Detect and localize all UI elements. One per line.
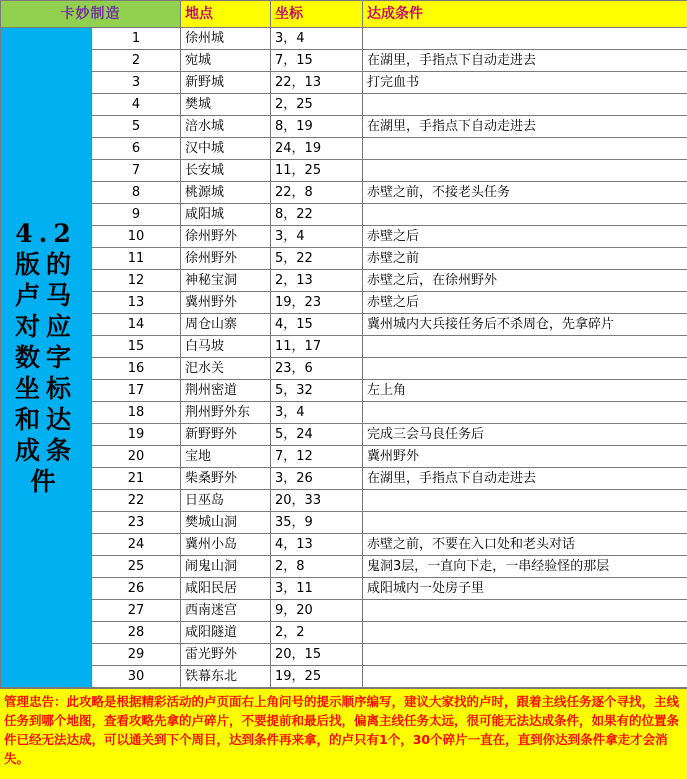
location-cell: 冀州小岛 (181, 534, 271, 556)
row-number: 18 (92, 402, 181, 424)
coords-cell: 7，15 (271, 50, 363, 72)
table-row (1, 160, 687, 182)
condition-cell: 在湖里，手指点下自动走进去 (363, 50, 687, 72)
location-cell: 雷光野外 (181, 644, 271, 666)
row-number: 29 (92, 644, 181, 666)
condition-cell (363, 94, 687, 116)
row-number: 8 (92, 182, 181, 204)
condition-cell (363, 512, 687, 534)
location-cell: 徐州城 (181, 28, 271, 50)
location-cell: 宛城 (181, 50, 271, 72)
coords-cell: 5，22 (271, 248, 363, 270)
condition-cell (363, 204, 687, 226)
row-number: 9 (92, 204, 181, 226)
condition-cell: 打完血书 (363, 72, 687, 94)
table-row (1, 182, 687, 204)
condition-cell (363, 336, 687, 358)
location-cell: 闹鬼山洞 (181, 556, 271, 578)
coords-cell: 2，8 (271, 556, 363, 578)
location-cell: 铁幕东北 (181, 666, 271, 688)
location-cell: 白马坡 (181, 336, 271, 358)
row-number: 2 (92, 50, 181, 72)
condition-cell: 赤壁之前，不要在入口处和老头对话 (363, 534, 687, 556)
table-row (1, 490, 687, 512)
condition-cell: 鬼洞3层，一直向下走，一串经验怪的那层 (363, 556, 687, 578)
row-number: 26 (92, 578, 181, 600)
table-row (1, 72, 687, 94)
row-number: 20 (92, 446, 181, 468)
condition-cell (363, 666, 687, 688)
table-row (1, 138, 687, 160)
table-row (1, 270, 687, 292)
condition-cell: 赤壁之后，在徐州野外 (363, 270, 687, 292)
row-number: 28 (92, 622, 181, 644)
location-cell: 樊城 (181, 94, 271, 116)
table-row (1, 600, 687, 622)
brand-header: 卡妙制造 (1, 1, 181, 28)
row-number: 1 (92, 28, 181, 50)
table-row (1, 28, 687, 50)
coords-cell: 4，15 (271, 314, 363, 336)
table-body (1, 28, 687, 688)
coords-cell: 3，4 (271, 28, 363, 50)
location-cell: 西南迷宫 (181, 600, 271, 622)
coords-cell: 3，11 (271, 578, 363, 600)
condition-cell (363, 138, 687, 160)
condition-cell (363, 644, 687, 666)
table-row (1, 226, 687, 248)
location-cell: 柴桑野外 (181, 468, 271, 490)
location-cell: 冀州野外 (181, 292, 271, 314)
row-number: 15 (92, 336, 181, 358)
header-row (1, 1, 687, 28)
coords-cell: 20，33 (271, 490, 363, 512)
condition-cell (363, 358, 687, 380)
table-row (1, 424, 687, 446)
table-row (1, 336, 687, 358)
table-row (1, 204, 687, 226)
location-cell: 荆州野外东 (181, 402, 271, 424)
table-row (1, 380, 687, 402)
row-number: 10 (92, 226, 181, 248)
table-row (1, 402, 687, 424)
table-row (1, 512, 687, 534)
condition-cell: 赤壁之前，不接老头任务 (363, 182, 687, 204)
coords-cell: 22，8 (271, 182, 363, 204)
row-number: 12 (92, 270, 181, 292)
coords-cell: 4，13 (271, 534, 363, 556)
location-cell: 徐州野外 (181, 226, 271, 248)
coords-cell: 19，25 (271, 666, 363, 688)
row-number: 13 (92, 292, 181, 314)
coords-cell: 8，22 (271, 204, 363, 226)
row-number: 25 (92, 556, 181, 578)
location-cell: 宝地 (181, 446, 271, 468)
condition-cell: 冀州野外 (363, 446, 687, 468)
row-number: 22 (92, 490, 181, 512)
coords-cell: 2，2 (271, 622, 363, 644)
condition-header: 达成条件 (363, 1, 687, 28)
row-number: 16 (92, 358, 181, 380)
coords-cell: 3，26 (271, 468, 363, 490)
condition-cell: 在湖里，手指点下自动走进去 (363, 468, 687, 490)
location-cell: 涪水城 (181, 116, 271, 138)
side-title-cell (1, 28, 92, 688)
location-cell: 樊城山洞 (181, 512, 271, 534)
location-cell: 咸阳隧道 (181, 622, 271, 644)
table-row (1, 556, 687, 578)
row-number: 6 (92, 138, 181, 160)
condition-cell (363, 622, 687, 644)
condition-cell: 赤壁之前 (363, 248, 687, 270)
condition-cell (363, 490, 687, 512)
coords-cell: 11，17 (271, 336, 363, 358)
coords-cell: 3，4 (271, 226, 363, 248)
condition-cell: 冀州城内大兵接任务后不杀周仓，先拿碎片 (363, 314, 687, 336)
location-cell: 长安城 (181, 160, 271, 182)
coords-cell: 22，13 (271, 72, 363, 94)
row-number: 5 (92, 116, 181, 138)
location-cell: 汜水关 (181, 358, 271, 380)
row-number: 23 (92, 512, 181, 534)
condition-cell: 完成三会马良任务后 (363, 424, 687, 446)
coords-cell: 3，4 (271, 402, 363, 424)
row-number: 7 (92, 160, 181, 182)
coords-cell: 2，13 (271, 270, 363, 292)
row-number: 19 (92, 424, 181, 446)
coords-cell: 19，23 (271, 292, 363, 314)
table-row (1, 644, 687, 666)
condition-cell (363, 160, 687, 182)
table-row (1, 666, 687, 688)
table-row (1, 446, 687, 468)
row-number: 14 (92, 314, 181, 336)
condition-cell: 在湖里，手指点下自动走进去 (363, 116, 687, 138)
coords-cell: 8，19 (271, 116, 363, 138)
coords-cell: 9，20 (271, 600, 363, 622)
coords-header: 坐标 (271, 1, 363, 28)
coords-cell: 24，19 (271, 138, 363, 160)
condition-cell: 咸阳城内一处房子里 (363, 578, 687, 600)
coords-cell: 11，25 (271, 160, 363, 182)
row-number: 27 (92, 600, 181, 622)
condition-cell: 赤壁之后 (363, 226, 687, 248)
table-row (1, 622, 687, 644)
table-row (1, 358, 687, 380)
condition-cell (363, 28, 687, 50)
table-row (1, 578, 687, 600)
location-cell: 日巫岛 (181, 490, 271, 512)
location-cell: 荆州密道 (181, 380, 271, 402)
management-advice-note: 管理忠告：此攻略是根据精彩活动的卢页面右上角问号的提示顺序编写，建议大家找的卢时，跟着主线任务逐个寻找，主线任务到哪个地图，查看攻略先拿的卢碎片，不要提前和最后找，偏离主线任务太远，很可能无法达成条件，如果有的位置条件已经无法达成，可以通关到下个周目，达到条件再来拿，的卢只有1个，30个碎片一直在，直到你达到条件拿走才会消失。 (0, 688, 687, 779)
coords-cell: 35，9 (271, 512, 363, 534)
row-number: 4 (92, 94, 181, 116)
location-cell: 新野野外 (181, 424, 271, 446)
table-row (1, 116, 687, 138)
location-cell: 咸阳民居 (181, 578, 271, 600)
coords-cell: 2，25 (271, 94, 363, 116)
table-row (1, 94, 687, 116)
coords-cell: 7，12 (271, 446, 363, 468)
table-row (1, 248, 687, 270)
location-cell: 周仓山寨 (181, 314, 271, 336)
row-number: 21 (92, 468, 181, 490)
side-title: 4.2版的卢马对应数字坐标和达成条件 (14, 219, 77, 496)
table-row (1, 534, 687, 556)
row-number: 11 (92, 248, 181, 270)
table-row (1, 50, 687, 72)
location-cell: 桃源城 (181, 182, 271, 204)
coords-cell: 23，6 (271, 358, 363, 380)
condition-cell (363, 600, 687, 622)
row-number: 17 (92, 380, 181, 402)
location-header: 地点 (181, 1, 271, 28)
table-row (1, 292, 687, 314)
condition-cell: 赤壁之后 (363, 292, 687, 314)
coords-cell: 20，15 (271, 644, 363, 666)
location-cell: 新野城 (181, 72, 271, 94)
location-cell: 咸阳城 (181, 204, 271, 226)
row-number: 24 (92, 534, 181, 556)
row-number: 3 (92, 72, 181, 94)
coords-cell: 5，24 (271, 424, 363, 446)
condition-cell (363, 402, 687, 424)
location-cell: 神秘宝洞 (181, 270, 271, 292)
location-cell: 徐州野外 (181, 248, 271, 270)
coords-cell: 5，32 (271, 380, 363, 402)
location-cell: 汉中城 (181, 138, 271, 160)
row-number: 30 (92, 666, 181, 688)
table-row (1, 468, 687, 490)
condition-cell: 左上角 (363, 380, 687, 402)
table-row (1, 314, 687, 336)
